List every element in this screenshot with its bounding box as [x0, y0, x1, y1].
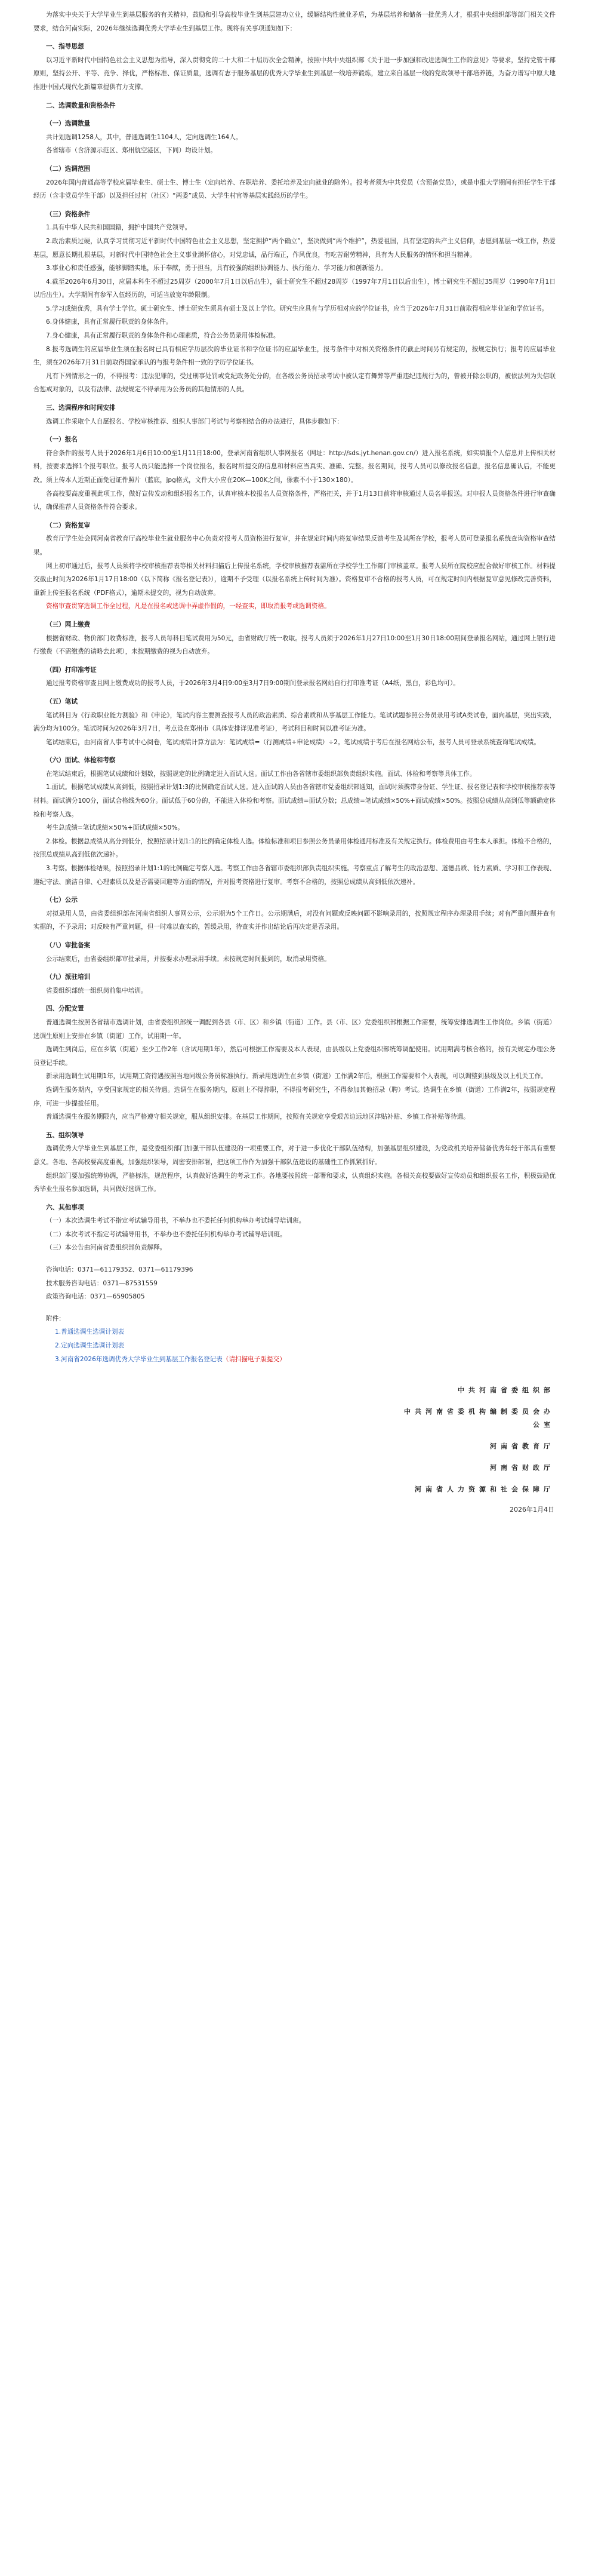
attachment-item[interactable]	[33, 1339, 556, 1353]
paragraph: 选调生到岗后，应在乡镇（街道）至少工作2年（含试用期1年），然后可根据工作需要及本人表现，由县级以上党委组织部统筹调配使用。试用期满考核合格的，按有关规定办理公务员登记手续。	[33, 1046, 556, 1067]
attachment-item[interactable]	[33, 1353, 556, 1367]
paragraph: 在笔试结束后，根据笔试成绩和计划数，按照规定的比例确定进入面试人选。面试工作由各省辖市委组织部负责组织实施。面试、体检和考察等具体工作。	[46, 770, 476, 778]
section-heading: 一、指导思想	[46, 43, 84, 51]
paragraph: 教育厅学生处会同河南省教育厅高校毕业生就业服务中心负责对报考人员资格进行复审，并在规定时间内将复审结果反馈考生及其所在学校，报考人员可登录报名系统查询资格审查结果。	[33, 535, 556, 556]
subsection-heading: （九）派驻培训	[46, 974, 91, 981]
contact-phone: 咨询电话：0371—61179352、0371—61179396	[46, 1266, 193, 1274]
issue-date: 2026年1月4日	[510, 1506, 554, 1513]
paragraph: 选调生服务期内，享受国家规定的相关待遇。选调生在服务期内，原则上不得辞职，不得报考研究生，不得参加其他招录（聘）考试。选调生在乡镇（街道）工作满2年，按照规定程序，可进一步提拔任用。	[33, 1086, 556, 1107]
signatory: 河南省人力资源和社会保障厅	[415, 1485, 554, 1493]
subsection-heading: （八）审批备案	[46, 942, 91, 949]
paragraph: 通过报考资格审查且网上缴费成功的报考人员，于2026年3月4日9:00至3月7日9:00期间登录报名网站自行打印准考证（A4纸，黑白，彩色均可）。	[46, 680, 460, 687]
paragraph: 公示结束后，由省委组织部审批录用，并按要求办理录用手续。未按规定时间报到的，取消录用资格。	[46, 955, 331, 963]
subsection-heading: （三）资格条件	[46, 210, 91, 218]
warning-note: 资格审查贯穿选调工作全过程，凡是在报名或选调中弄虚作假的，一经查实，即取消报考或选调资格。	[46, 603, 331, 610]
paragraph: 省委组织部统一组织岗前集中培训。	[46, 987, 147, 994]
paragraph: 3.事业心和责任感强，能够脚踏实地，乐于奉献，勇于担当，具有较强的组织协调能力、执行能力、学习能力和创新能力。	[46, 265, 387, 272]
paragraph: 1.面试。根据笔试成绩从高到低，按照招录计划1:3的比例确定面试人选。进入面试的人员由各省辖市党委组织部通知，面试时须携带身份证、学生证、报名登记表和学校审核推荐表等材料。面试满分100分，面试合格线为60分。面试低于60分的，不能进入体检和考察。面试成绩=面试分数；总成绩=笔试成绩×50%+面试成绩×50%。按照总成绩从高到低等额确定体检和考察人选。	[33, 784, 556, 818]
attachment-link[interactable]: 1.普通选调生选调计划表	[55, 1328, 125, 1336]
paragraph: 凡有下列情形之一的，不得报考：违法犯罪的，受过刑事处罚或党纪政务处分的，在各级公务员招录考试中被认定有舞弊等严重违纪违规行为的，曾被开除公职的，被依法列为失信联合惩戒对象的，以及有法律、法规规定不得录用为公务员的其他情形的人员。	[33, 372, 556, 394]
paragraph: 1.具有中华人民共和国国籍，拥护中国共产党领导。	[46, 224, 192, 232]
paragraph: 7.身心健康，具有正常履行职责的身体条件和心理素质，符合公务员录用体检标准。	[46, 332, 280, 340]
paragraph: 选调优秀大学毕业生到基层工作，是党委组织部门加强干部队伍建设的一项重要工作，对于进一步优化干部队伍结构，加强基层组织建设，为党政机关培养储备优秀年轻干部具有重要意义。各地、各高校要高度重视，加强组织领导，周密安排部署，把这项工作作为加强干部队伍建设的基础性工作抓紧抓好。	[33, 1145, 556, 1166]
signatory: 河南省教育厅	[490, 1442, 554, 1450]
paragraph: （二）本次考试不指定考试辅导用书，不举办也不委托任何机构举办考试辅导培训班。	[46, 1230, 286, 1238]
subsection-heading: （六）面试、体检和考察	[46, 757, 116, 764]
paragraph: 3.考察。根据体检结果，按照招录计划1:1的比例确定考察人选。考察工作由各省辖市委组织部负责组织实施。考察重点了解考生的政治思想、道德品质、能力素质、学习和工作表现、遵纪守法、廉洁自律、心理素质以及是否需要回避等方面的情况，并对报考资格进行复审。考察不合格的，按照总成绩从高到低依次递补。	[33, 865, 556, 886]
subsection-heading: （五）笔试	[46, 698, 78, 705]
paragraph: 8.报考选调生的应届毕业生须在报名时已具有相应学历层次的毕业证书和学位证书的应届毕业生，报考条件中对相关资格条件的截止时间另有规定的，按规定执行；报考的应届毕业生，须在2026年7月31日前取得国家承认的与报考条件相一致的学历学位证书。	[33, 345, 556, 367]
attachments-title: 附件：	[46, 1315, 65, 1322]
attachment-note: （请扫描电子版提交）	[222, 1355, 286, 1363]
section-heading: 六、其他事项	[46, 1203, 84, 1211]
signatory: 中共河南省委组织部	[458, 1386, 554, 1394]
paragraph: 普通选调生按照各省辖市选调计划，由省委组织部统一调配到各县（市、区）和乡镇（街道）工作。县（市、区）党委组织部根据工作需要，统筹安排选调生工作岗位。乡镇（街道）选调生原则上安排在乡镇（街道）工作，试用期一年。	[33, 1018, 556, 1040]
paragraph: 网上初审通过后，报考人员须将学校审核推荐表等相关材料扫描后上传报名系统，学校审核推荐表需所在学校学生工作部门审核盖章。报考人员所在院校应配合做好审核工作。材料提交截止时间为2026年1月17日18:00（以下简称《报名登记表》），逾期不予受理（以报名系统上传时间为准）。资格复审不合格的报考人员，可在规定时间内根据复审意见修改完善资料，重新上传至报名系统（PDF格式），逾期未提交的，视为自动放弃。	[33, 562, 556, 597]
paragraph: 各省辖市（含济源示范区、郑州航空港区，下同）均设计划。	[46, 147, 217, 155]
paragraph: 5.学习成绩优秀，具有学士学位。硕士研究生、博士研究生须具有硕士及以上学位。研究生应具有与学历相对应的学位证书，应当于2026年7月31日前取得相应毕业证和学位证书。	[46, 305, 548, 312]
intro-paragraph: 为落实中央关于大学毕业生到基层服务的有关精神，鼓励和引导高校毕业生到基层建功立业，缓解结构性就业矛盾，为基层培养和储备一批优秀人才，根据中央组织部等部门相关文件要求，结合河南实际，2026年继续选调优秀大学毕业生到基层工作。现将有关事项通知如下：	[33, 11, 556, 32]
subsection-heading: （四）打印准考证	[46, 666, 97, 674]
paragraph: 考生总成绩=笔试成绩×50%+面试成绩×50%。	[46, 824, 184, 832]
paragraph: 笔试结束后，由河南省人事考试中心阅卷，笔试成绩计算方法为：笔试成绩=（行测成绩+申论成绩）÷2。笔试成绩于考后在报名网站公布，报考人员可登录系统查询笔试成绩。	[46, 738, 540, 746]
paragraph: 新录用选调生试用期1年，试用期工资待遇按照当地同级公务员标准执行。新录用选调生在乡镇（街道）工作满2年后，根据工作需要和个人表现，可以调整到县级及以上机关工作。	[46, 1073, 547, 1080]
paragraph: （一）本次选调生考试不指定考试辅导用书，不举办也不委托任何机构举办考试辅导培训班。	[46, 1217, 306, 1225]
section-heading: 三、选调程序和时间安排	[46, 404, 116, 412]
paragraph: 根据省财政、物价部门收费标准，报考人员每科目笔试费用为50元，由省财政厅统一收取。报考人员须于2026年1月27日10:00至1月30日18:00期间登录报名网站，通过网上银行进行缴费（不需缴费的请略去此项），未按期缴费的视为自动放弃。	[33, 634, 556, 656]
attachment-item[interactable]	[33, 1325, 556, 1339]
paragraph: 以习近平新时代中国特色社会主义思想为指导，深入贯彻党的二十大和二十届历次全会精神，按照中共中央组织部《关于进一步加强和改进选调生工作的意见》等要求，坚持党管干部原则，坚持公开、平等、竞争、择优，严格标准、保证质量，选调有志于服务基层的优秀大学毕业生到基层一线培养锻炼，建立来自基层一线的党政领导干部培养链，为奋力谱写中原大地推进中国式现代化新篇章提供有力支撑。	[33, 56, 556, 91]
signatory: 中共河南省委机构编制委员会办公室	[404, 1408, 554, 1429]
paragraph: 6.身体健康，具有正常履行职责的身体条件。	[46, 318, 172, 326]
signatory: 河南省财政厅	[490, 1464, 554, 1472]
paragraph: 各高校要高度重视此项工作，做好宣传发动和组织报名工作，认真审核本校报名人员资格条件，严格把关，并于1月13日前将审核通过人员名单报送。对申报人员资格条件进行审查确认，确保推荐人员资格条件符合要求。	[33, 490, 556, 511]
paragraph: （三）本公告由河南省委组织部负责解释。	[46, 1244, 166, 1252]
paragraph: 普通选调生在服务期限内，应当严格遵守相关规定，服从组织安排。在基层工作期间，按照有关规定享受艰苦边远地区津贴补贴、乡镇工作补贴等待遇。	[46, 1113, 470, 1121]
paragraph: 笔试科目为《行政职业能力测验》和《申论》，笔试内容主要测查报考人员的政治素质、综合素质和从事基层工作能力。笔试试题参照公务员录用考试A类试卷，面向基层，突出实践，满分均为100分。笔试时间为2026年3月7日，考点设在郑州市（具体安排详见准考证），考试科目和时间以准考证为准。	[33, 711, 556, 733]
contact-tech-phone: 技术服务咨询电话：0371—87531559	[46, 1279, 158, 1287]
section-heading: 二、选调数量和资格条件	[46, 102, 116, 109]
subsection-heading: （七）公示	[46, 896, 78, 904]
subsection-heading: （三）网上缴费	[46, 621, 91, 628]
paragraph: 共计划选调1258人，其中，普通选调生1104人，定向选调生164人。	[46, 133, 242, 141]
paragraph: 对拟录用人员，由省委组织部在河南省组织人事网公示，公示期为5个工作日。公示期满后，对没有问题或反映问题不影响录用的，按照规定程序办理录用手续；对有严重问题并查有实据的，不予录用；对反映有严重问题，但一时难以查实的，暂缓录用，待查实并作出结论后再决定是否录用。	[33, 910, 556, 931]
section-heading: 五、组织领导	[46, 1131, 84, 1139]
paragraph: 选调工作采取个人自愿报名、学校审核推荐、组织人事部门考试与考察相结合的办法进行，具体步骤如下：	[46, 417, 343, 425]
paragraph: 2.政治素质过硬，认真学习贯彻习近平新时代中国特色社会主义思想，坚定拥护“两个确立”，坚决做到“两个维护”，热爱祖国，具有坚定的共产主义信仰，志愿到基层一线工作，热爱基层，愿意长期扎根基层，对新时代中国特色社会主义事业满怀信心，对党忠诚，品行端正，作风优良，有吃苦耐劳精神，具有为人民服务的情怀和担当精神。	[33, 237, 556, 259]
contact-policy-phone: 政策咨询电话：0371—65905805	[46, 1293, 145, 1301]
signature-block	[399, 1384, 554, 1521]
paragraph: 2.体检。根据总成绩从高分到低分，按照招录计划1:1的比例确定体检人选。体检标准和项目参照公务员录用体检通用标准及有关规定执行。体检费用由考生本人承担。体检不合格的，按照总成绩从高到低依次递补。	[33, 837, 556, 859]
paragraph: 2026年国内普通高等学校应届毕业生、硕士生、博士生（定向培养、在职培养、委托培养及定向就业的除外）。报考者须为中共党员（含预备党员），或是申报大学期间有担任学生干部经历（含非党员学生干部）以及担任过村（社区）“两委”成员、大学生村官等基层实践经历的学生。	[33, 179, 556, 200]
section-heading: 四、分配安置	[46, 1005, 84, 1013]
paragraph: 符合条件的报考人员于2026年1月6日10:00至1月11日18:00，登录河南省组织人事网报名（网址：http://sds.jyt.henan.gov.cn/）进入报名系统，如实填报个人信息并上传相关材料，按要求选择1个报考职位。报考人员只能选择一个岗位报名，报名时所提交的信息和材料应当真实、准确、完整。报名期间，报考人员可以修改报名信息，报名信息确认后，不能更改。须上传本人近期正面免冠证件照片（蓝底，jpg格式，文件大小应在20K—100K之间，像素不小于130×180）。	[33, 449, 556, 484]
paragraph: 组织部门要加强统筹协调，严格标准，规范程序，认真做好选调生的考录工作。各地要按照统一部署和要求，认真组织实施。各相关高校要做好宣传动员和组织报名工作，积极鼓励优秀毕业生报名参加选调，共同做好选调工作。	[33, 1172, 556, 1193]
subsection-heading: （一）选调数量	[46, 120, 91, 128]
subsection-heading: （二）选调范围	[46, 165, 91, 173]
paragraph: 4.截至2026年6月30日，应届本科生不超过25周岁（2000年7月1日以后出生），硕士研究生不超过28周岁（1997年7月1日以后出生），博士研究生不超过35周岁（1990年7月1日以后出生）。大学期间有参军入伍经历的，可适当放宽年龄限制。	[33, 278, 556, 299]
subsection-heading: （一）报名	[46, 436, 78, 444]
attachment-link[interactable]: 2.定向选调生选调计划表	[55, 1342, 125, 1350]
attachment-link[interactable]: 3.河南省2026年选调优秀大学毕业生到基层工作报名登记表	[55, 1355, 223, 1363]
subsection-heading: （二）资格复审	[46, 521, 91, 529]
